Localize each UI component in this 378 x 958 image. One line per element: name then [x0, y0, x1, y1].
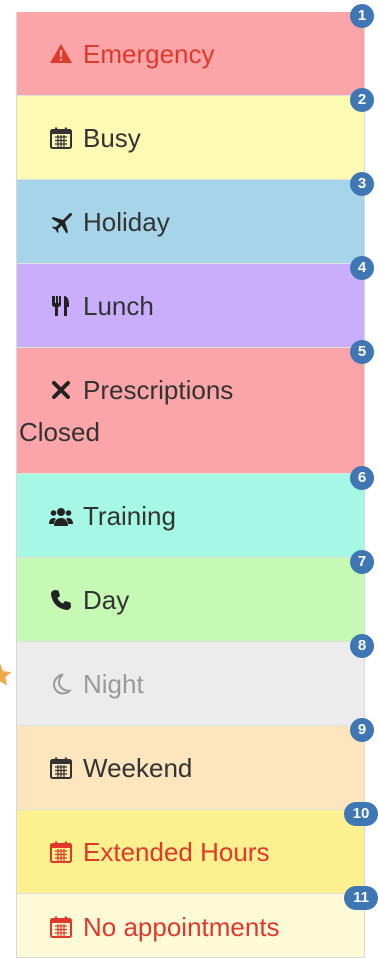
calendar-icon [49, 126, 73, 150]
status-item-label: Training [83, 501, 176, 531]
status-item-weekend[interactable] [17, 721, 367, 810]
status-item-content [49, 747, 356, 789]
count-badge: 5 [350, 340, 374, 364]
status-item-label: Lunch [83, 291, 154, 321]
status-item-label: Weekend [83, 753, 193, 783]
status-item-content [49, 117, 356, 159]
status-item-label: Emergency [83, 39, 215, 69]
status-item-day[interactable] [17, 553, 367, 642]
status-item-prescriptions-closed[interactable] [17, 343, 367, 474]
status-item-label: Day [83, 585, 130, 615]
status-item-night[interactable] [17, 637, 367, 726]
status-item-content [49, 831, 356, 873]
users-icon [49, 504, 73, 528]
plane-icon [49, 210, 73, 234]
count-badge: 9 [350, 718, 374, 742]
count-badge: 11 [344, 886, 378, 910]
calendar-icon [49, 756, 73, 780]
status-item-extended-hours[interactable] [17, 805, 370, 894]
count-badge: 2 [350, 88, 374, 112]
status-item-label: Holiday [83, 207, 170, 237]
status-item-training[interactable] [17, 469, 367, 558]
warning-icon [49, 42, 73, 66]
status-item-label: Busy [83, 123, 141, 153]
cutlery-icon [49, 294, 73, 318]
status-item-label: Night [83, 669, 144, 699]
status-item-content [49, 663, 356, 705]
count-badge: 1 [350, 4, 374, 28]
status-item-content [19, 369, 356, 453]
status-item-holiday[interactable] [17, 175, 367, 264]
status-list [16, 7, 370, 958]
phone-icon [49, 588, 73, 612]
count-badge: 10 [344, 802, 378, 826]
status-item-content [49, 495, 356, 537]
moon-icon [49, 672, 73, 696]
calendar-icon [49, 840, 73, 864]
close-icon [49, 378, 73, 402]
count-badge: 7 [350, 550, 374, 574]
calendar-icon [49, 915, 73, 939]
status-item-content [49, 201, 356, 243]
status-item-label: Prescriptions [83, 375, 234, 405]
status-item-content [49, 33, 356, 75]
status-item-label-line2: Closed [19, 417, 100, 447]
status-item-label: No appointments [83, 912, 280, 942]
star-icon [0, 662, 13, 688]
status-item-busy[interactable] [17, 91, 367, 180]
status-item-emergency[interactable] [17, 7, 367, 96]
count-badge: 3 [350, 172, 374, 196]
count-badge: 8 [350, 634, 374, 658]
status-item-no-appointments[interactable] [17, 889, 369, 958]
count-badge: 4 [350, 256, 374, 280]
count-badge: 6 [350, 466, 374, 490]
status-item-lunch[interactable] [17, 259, 367, 348]
status-item-content [49, 285, 356, 327]
status-item-content [49, 579, 356, 621]
status-item-content [49, 906, 356, 948]
status-item-label: Extended Hours [83, 837, 270, 867]
